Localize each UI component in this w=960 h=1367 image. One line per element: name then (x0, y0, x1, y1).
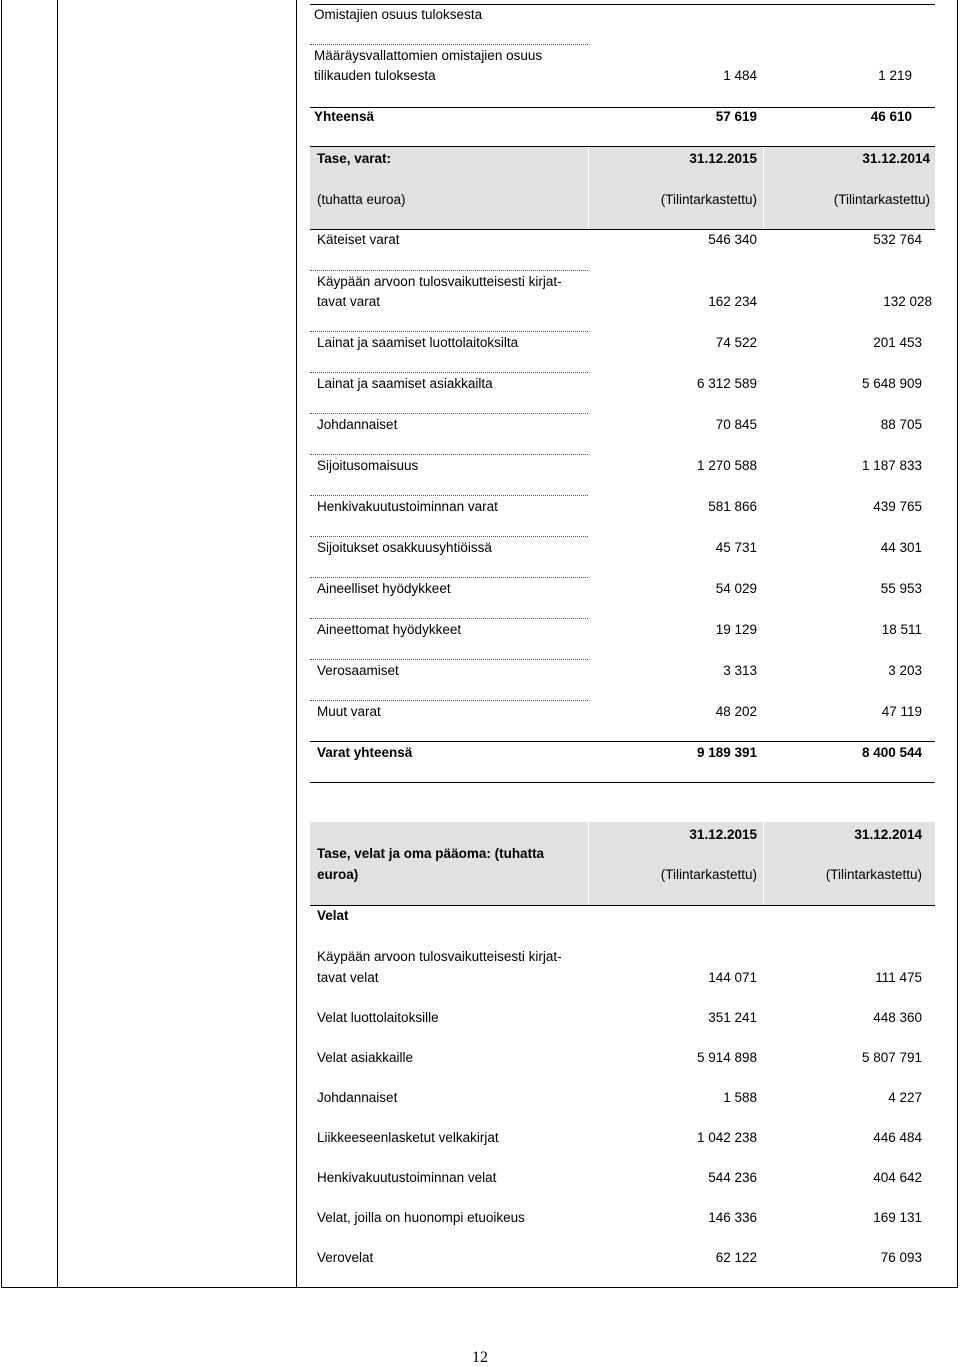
assets-header-background (310, 146, 935, 229)
asset-row-label: Johdannaiset (317, 417, 398, 432)
minority-label-line2: tilikauden tuloksesta (314, 68, 436, 83)
assets-total-label: Varat yhteensä (317, 745, 413, 760)
asset-row-value-2014: 5 648 909 (861, 376, 922, 391)
liability-row-label: Liikkeeseenlasketut velkakirjat (317, 1130, 499, 1145)
top-rule (310, 4, 935, 5)
separator (310, 44, 588, 45)
liability-row-value-2015: 144 071 (708, 970, 757, 985)
separator (310, 454, 588, 455)
liability-row-value-2014: 404 642 (873, 1170, 922, 1185)
liability-row-value-2015: 62 122 (715, 1250, 757, 1265)
asset-row-label: Sijoitusomaisuus (317, 458, 419, 473)
liability-row-label: Velat luottolaitoksille (317, 1010, 439, 1025)
liability-row-value-2014: 5 807 791 (861, 1050, 922, 1065)
liability-row-value-2015: 351 241 (708, 1010, 757, 1025)
asset-row-label: Muut varat (317, 704, 381, 719)
asset-row-label: Käteiset varat (317, 232, 400, 247)
assets-total-value-2015: 9 189 391 (696, 745, 757, 760)
liability-row-value-2015: 1 588 (723, 1090, 757, 1105)
asset-row-value-2014: 439 765 (873, 499, 922, 514)
liability-row-label: Johdannaiset (317, 1090, 398, 1105)
separator (310, 270, 588, 271)
separator (310, 372, 588, 373)
asset-row-value-2015: 1 270 588 (696, 458, 757, 473)
asset-row-value-2015: 45 731 (715, 540, 757, 555)
separator (310, 782, 935, 783)
separator (310, 229, 935, 230)
asset-row-label: Aineettomat hyödykkeet (317, 622, 462, 637)
owners-share-label: Omistajien osuus tuloksesta (314, 7, 483, 22)
total-value-2014: 46 610 (870, 109, 912, 124)
asset-row-value-2014: 47 119 (881, 704, 922, 719)
minority-value-2015: 1 484 (723, 68, 757, 83)
asset-row-value-2015: 162 234 (708, 294, 757, 309)
separator (310, 659, 588, 660)
liability-row-label: Velat, joilla on huonompi etuoikeus (317, 1210, 525, 1225)
asset-row-value-2014: 44 301 (880, 540, 922, 555)
asset-row-value-2015: 6 312 589 (696, 376, 757, 391)
asset-row-value-2015: 74 522 (715, 335, 757, 350)
separator (310, 741, 935, 742)
asset-row-value-2014: 88 705 (880, 417, 922, 432)
asset-row-value-2014: 1 187 833 (861, 458, 922, 473)
page-number: 12 (472, 1349, 488, 1366)
liability-row-value-2014: 76 093 (880, 1250, 922, 1265)
header-cell-divider (588, 822, 589, 905)
asset-row-value-2015: 546 340 (708, 232, 757, 247)
liability-row-label-line1: Käypään arvoon tulosvaikutteisesti kirjat- (317, 949, 562, 964)
column-divider-1 (57, 0, 58, 1288)
asset-row-label: Lainat ja saamiset asiakkailta (317, 376, 493, 391)
separator (310, 700, 588, 701)
asset-row-value-2014: 201 453 (873, 335, 922, 350)
assets-header-unit: (tuhatta euroa) (317, 192, 406, 207)
separator (310, 536, 588, 537)
liabilities-date-2015: 31.12.2015 (689, 827, 757, 842)
separator (310, 577, 588, 578)
asset-row-value-2015: 70 845 (715, 417, 757, 432)
liability-row-value-2015: 5 914 898 (696, 1050, 757, 1065)
asset-row-label: Henkivakuutustoiminnan varat (317, 499, 498, 514)
header-cell-divider (763, 822, 764, 905)
asset-row-label: Sijoitukset osakkuusyhtiöissä (317, 540, 492, 555)
liabilities-header-background (310, 822, 935, 905)
minority-label-line1: Määräysvallattomien omistajien osuus (314, 48, 543, 63)
separator (310, 107, 935, 108)
asset-row-label: Lainat ja saamiset luottolaitoksilta (317, 335, 519, 350)
liabilities-header-title-line1: Tase, velat ja oma pääoma: (tuhatta (317, 846, 545, 861)
liability-row-value-2014: 446 484 (873, 1130, 922, 1145)
asset-row-value-2015: 19 129 (715, 622, 757, 637)
total-label: Yhteensä (314, 109, 375, 124)
asset-row-label-line1: Käypään arvoon tulosvaikutteisesti kirjat- (317, 274, 562, 289)
liability-row-value-2015: 146 336 (708, 1210, 757, 1225)
liability-row-value-2015: 544 236 (708, 1170, 757, 1185)
liabilities-date-2014: 31.12.2014 (854, 827, 922, 842)
liability-row-label: Verovelat (317, 1250, 374, 1265)
separator (310, 905, 935, 906)
separator (310, 331, 588, 332)
asset-row-value-2015: 48 202 (715, 704, 757, 719)
liability-row-value-2014: 169 131 (873, 1210, 922, 1225)
separator (310, 495, 588, 496)
liability-row-value-2015: 1 042 238 (696, 1130, 757, 1145)
liabilities-header-title-line2: euroa) (317, 867, 359, 882)
header-cell-divider (763, 146, 764, 229)
liability-row-value-2014: 4 227 (888, 1090, 922, 1105)
liabilities-section-label: Velat (317, 908, 349, 923)
asset-row-label: Verosaamiset (317, 663, 399, 678)
asset-row-value-2014: 18 511 (881, 622, 922, 637)
asset-row-value-2015: 54 029 (715, 581, 757, 596)
minority-value-2014: 1 219 (878, 68, 912, 83)
total-value-2015: 57 619 (715, 109, 757, 124)
asset-row-label: tavat varat (317, 294, 381, 309)
liabilities-audited-2015: (Tilintarkastettu) (660, 867, 757, 882)
assets-total-value-2014: 8 400 544 (861, 745, 922, 760)
asset-row-value-2015: 581 866 (708, 499, 757, 514)
liabilities-audited-2014: (Tilintarkastettu) (825, 867, 922, 882)
asset-row-value-2014: 132 028 (883, 294, 932, 309)
assets-date-2015: 31.12.2015 (689, 151, 757, 166)
separator (310, 413, 588, 414)
liability-row-value-2014: 448 360 (873, 1010, 922, 1025)
column-divider-2 (296, 0, 297, 1288)
asset-row-value-2014: 532 764 (873, 232, 922, 247)
separator (310, 618, 588, 619)
liability-row-label: Velat asiakkaille (317, 1050, 414, 1065)
assets-header-title: Tase, varat: (317, 151, 392, 166)
asset-row-value-2014: 3 203 (888, 663, 922, 678)
header-cell-divider (588, 146, 589, 229)
asset-row-value-2014: 55 953 (880, 581, 922, 596)
liability-row-label: Henkivakuutustoiminnan velat (317, 1170, 497, 1185)
separator (310, 146, 935, 147)
assets-audited-2015: (Tilintarkastettu) (660, 192, 757, 207)
assets-date-2014: 31.12.2014 (862, 151, 930, 166)
asset-row-label: Aineelliset hyödykkeet (317, 581, 451, 596)
liability-row-label: tavat velat (317, 970, 379, 985)
asset-row-value-2015: 3 313 (723, 663, 757, 678)
liability-row-value-2014: 111 475 (875, 970, 922, 985)
assets-audited-2014: (Tilintarkastettu) (833, 192, 930, 207)
